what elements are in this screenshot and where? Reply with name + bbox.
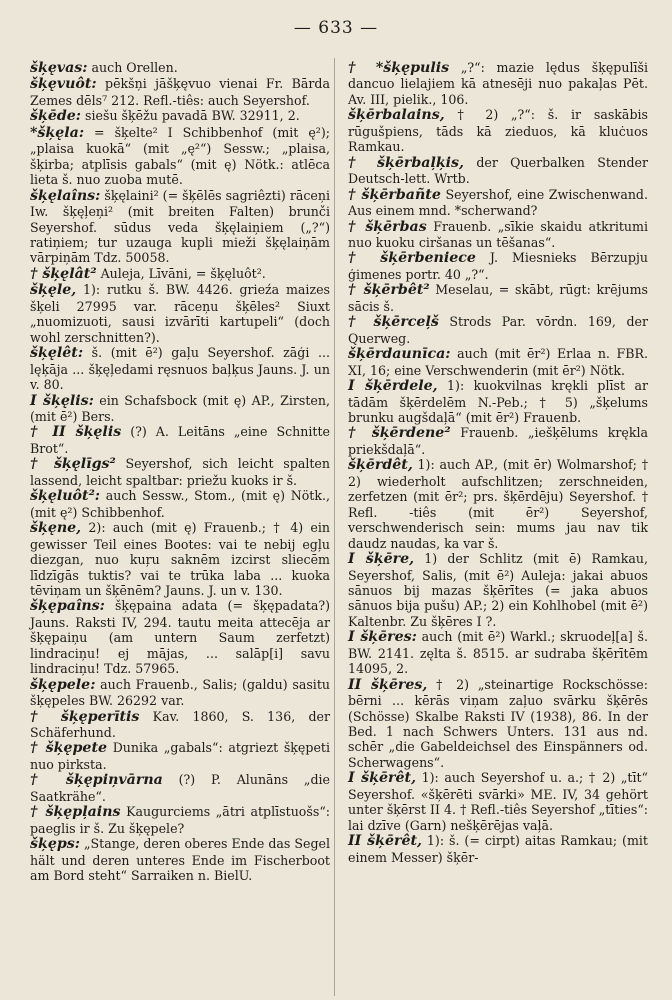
entry-headword: šķęlêt: (30, 345, 84, 362)
entry-text: Dunika „gabals“: atgriezt šķępeti nuo pirksta. (30, 740, 330, 772)
entry-headword: † šķērbañte (348, 186, 441, 203)
entry-headword: II šķērêt, (348, 833, 422, 850)
dictionary-entry (348, 378, 648, 425)
entry-text: (?) A. Leitāns „eine Schnitte Brot“. (30, 424, 330, 456)
entry-headword: † šķępete (30, 740, 108, 757)
entry-headword: šķęlaîns: (30, 187, 101, 204)
dictionary-entry (348, 187, 648, 219)
dictionary-entry (30, 108, 330, 124)
entry-headword: šķępaîns: (30, 598, 105, 615)
entry-text: šķęlaini² (= šķēlēs sagriêzti) rāceņi Iw. šķęļeņi² (mit breiten Falten) brunči Seyershof. sūdus veda šķęlaiņiem („?“) ratiņiem; tur uzauga kupli mieži šķęlaiņām vārpiņām Tdz. 50058. (30, 187, 330, 266)
entry-headword: *šķęla: (30, 124, 85, 141)
entry-headword: I šķēres: (348, 629, 417, 646)
entry-text: = šķelte² I Schibbenhof (mit ę²); „plaisa kuokā“ (mit „ę²“) Sessw.; „plaisa, šķirba; atplīsis gabals“ (mit ę) Nötk.: atlēca lieta š. nuo zuoba mutē. (30, 124, 330, 188)
dictionary-entry (348, 60, 648, 107)
entry-text: 2): auch (mit ę) Frauenb.; † 4) ein gewisser Teil eines Bootes: vai te nebij egļu diezgan, nuo kuŗu saknēm izcirst sliecēm līdzīgās tuktis? vai te trūka laba ... kuoka tēviņam un šķēnēm? Jauns. J. un v. 130. (30, 520, 330, 598)
dictionary-entry (348, 833, 648, 865)
entry-text: 1) der Schlitz (mit ē) Ramkau, Seyershof, Salis, (mit ē²) Auleja: jakai abuos sānuos bij mazas šķērītes (= jaka abuos sānuos bija pušu) AP.; 2) ein Kohlhobel (mit ē²) Kaltenbr. Zu šķēres I ?. (348, 551, 648, 629)
entry-text: † 2) „?“: š. ir saskābis rūgušpiens, tāds kā zieduos, kā kluċuos Ramkau. (348, 107, 648, 155)
dictionary-entry (30, 424, 330, 456)
entry-text: Auleja, Līvāni, = šķęluôt². (96, 265, 266, 281)
entry-headword: šķępele: (30, 676, 96, 693)
dictionary-entry (348, 425, 648, 457)
entry-headword: šķęle, (30, 282, 77, 299)
entry-text: siešu šķēžu pavadā BW. 32911, 2. (81, 108, 300, 124)
entry-text: 1): š. (= cirpt) aitas Ramkau; (mit einem Messer) šķēr- (348, 833, 648, 865)
dictionary-entry (30, 266, 330, 282)
entry-text: šķępaina adata (= šķępadata?) Jauns. Raksti IV, 294. tautu meita attecēja ar šķępaiņu (am untern Saum zerfetzt) lindraciņu! ej mājas, ... salāp[i] savu lindraciņu! Tdz. 57965. (30, 598, 330, 677)
entry-text: † 2) „steinartige Rockschösse: bērni ... kērās viņam zaļuo svārku šķērēs (Schösse) Skalbe Raksti IV (1938), 86. In der Bed. 1 nach Schwers Unters. 131 aus nd. schēr „die Gabeldeichsel des Einspänners od. Scherwagens“. (348, 676, 649, 770)
entry-headword: † šķęlīgs² (30, 456, 116, 473)
dictionary-entry (30, 76, 330, 108)
dictionary-entry (30, 456, 330, 488)
entry-text: auch Sessw., Stom., (mit ę) Nötk., (mit ę²) Schibbenhof. (30, 488, 330, 520)
entry-headword: † šķęlât² (30, 265, 97, 282)
entry-headword: † šķērceļš (348, 314, 439, 331)
entry-headword: † šķērdene² (348, 425, 451, 442)
dictionary-entry (348, 770, 648, 833)
entry-headword: † šķērbeniece (348, 250, 476, 267)
entry-text: š. (mit ē²) gaļu Seyershof. zāģi ... lęķāja ... šķęļedami ręsnuos baļķus Jauns. J. un v. 80. (30, 345, 330, 393)
left-column (30, 60, 330, 884)
dictionary-entry (348, 346, 648, 378)
dictionary-entry (348, 677, 648, 771)
entry-text: Kaugurciems „ātri atplīstuošs“: paeglis ir š. Zu šķępele? (30, 804, 330, 836)
entry-headword: šķērdêt, (348, 457, 413, 474)
entry-text: „?“: mazie lędus šķępulīši dancuo lielajiem kā atnesēji nuo pakaļas Pēt. Av. III, pielik., 106. (348, 60, 648, 107)
entry-headword: † šķērbas (348, 218, 427, 235)
dictionary-entry (30, 677, 330, 709)
entry-headword: † šķępļains (30, 804, 121, 821)
entry-text: Frauenb. „sīkie skaidu atkritumi nuo kuoku ciršanas un tēšanas“. (348, 218, 649, 250)
dictionary-entry (30, 772, 330, 804)
entry-headword: šķęvas: (30, 60, 88, 76)
right-column (348, 60, 648, 865)
dictionary-entry (348, 457, 648, 551)
dictionary-entry (30, 188, 330, 266)
entry-text: auch (mit ē²) Warkl.; skruodeļ[a] š. BW. 2141. zęlta š. 8515. ar sudraba šķērītēm 14095, 2. (348, 629, 648, 677)
entry-text: Strods Par. vōrdn. 169, der Querweg. (348, 314, 648, 346)
entry-text: Seyershof, sich leicht spalten lassend, leicht spaltbar: priežu kuoks ir š. (30, 456, 330, 488)
entry-headword: šķērdaunīca: (348, 346, 451, 363)
entry-headword: † šķępiņvārna (30, 772, 163, 789)
entry-headword: šķęvuôt: (30, 76, 97, 93)
dictionary-entry (30, 488, 330, 520)
entry-headword: šķērbalains, (348, 107, 445, 124)
dictionary-entry (30, 520, 330, 598)
entry-text: 1): auch Seyershof u. a.; † 2) „tīt“ Seyershof. «šķērēti svārki» ME. IV, 34 gehört unter šķērst II 4. † Refl.-tiês Seyershof „tīties“: lai dzīve (Garn) nešķērējas vaļā. (348, 770, 648, 833)
dictionary-entry (348, 219, 648, 251)
dictionary-entry (348, 629, 648, 676)
entry-headword: II šķēres, (348, 676, 428, 693)
entry-text: 1): kuokvilnas krękli plīst ar tādām šķērdelēm N.-Peb.; † 5) „šķelums brunku augšdaļā“ (mit ēr²) Frauenb. (348, 378, 648, 425)
page-number: — 633 — (293, 18, 379, 38)
entry-headword: šķęps: (30, 836, 80, 853)
entry-text: Meselau, = skābt, rūgt: krējums sācis š. (348, 282, 648, 314)
entry-text: auch Orellen. (87, 60, 178, 75)
entry-text: 1): auch AP., (mit ēr) Wolmarshof; † 2) wiederholt aufschlitzen; zerschneiden, zerfetzen (mit ēr²; prs. šķērdēju) Seyershof. † Refl. -tiês (mit ēr²) Seyershof, verschwenderisch sein: mums jau nav tik daudz naudas, ka var š. (348, 457, 648, 551)
dictionary-entry (30, 60, 330, 76)
entry-headword: I šķęlis: (30, 392, 94, 409)
entry-headword: I šķērdele, (348, 378, 438, 395)
entry-headword: † šķērbaļķis, (348, 154, 464, 171)
entry-text: auch Frauenb., Salis; (galdu) sasitu šķępeles BW. 26292 var. (30, 676, 330, 709)
column-divider (334, 58, 335, 996)
entry-headword: † II šķęlis (30, 424, 122, 441)
entry-text: Seyershof, eine Zwischenwand. Aus einem mnd. *scherwand? (348, 186, 648, 219)
dictionary-entry (348, 314, 648, 346)
dictionary-entry (30, 804, 330, 836)
dictionary-entry (30, 836, 330, 883)
dictionary-entry (30, 598, 330, 676)
dictionary-entry (348, 155, 648, 187)
entry-headword: I šķērêt, (348, 770, 417, 787)
entry-headword: šķęne, (30, 520, 82, 537)
entry-text: ein Schafsbock (mit ę) AP., Zirsten, (mit ē²) Bers. (30, 392, 330, 424)
entry-text: 1): rutku š. BW. 4426. grieźa maizes šķeli 27995 var. rāceņu šķēles² Siuxt „nuomizuoti, sausi izvārīti kartupeli“ (doch wohl zerschnitten?). (30, 282, 330, 345)
dictionary-entry (30, 709, 330, 741)
dictionary-entry (348, 282, 648, 314)
dictionary-entry (348, 551, 648, 629)
dictionary-entry (348, 107, 648, 154)
dictionary-entry (30, 125, 330, 188)
entry-text: auch (mit ēr²) Erlaa n. FBR. XI, 16; eine Verschwenderin (mit ēr²) Nötk. (348, 346, 648, 378)
dictionary-entry (30, 393, 330, 425)
dictionary-entry (30, 345, 330, 392)
entry-headword: † *šķępulis (348, 60, 450, 76)
entry-text: der Querbalken Stender Deutsch-lett. Wrtb. (348, 154, 648, 187)
dictionary-entry (30, 282, 330, 345)
entry-text: Frauenb. „iešķēlums krękla priekšdaļā“. (348, 425, 648, 457)
dictionary-entry (30, 740, 330, 772)
entry-text: J. Miesnieks Bērzupju ģimenes portr. 40 „?“. (348, 250, 648, 282)
dictionary-entry (348, 250, 648, 282)
entry-headword: šķēde: (30, 108, 82, 125)
entry-headword: † šķērbêt² (348, 282, 430, 299)
entry-text: „Stange, deren oberes Ende das Segel hält und deren unteres Ende im Fischerboot am Bord steht“ Sarraiken n. BielU. (30, 836, 330, 884)
entry-text: (?) P. Alunāns „die Saatkrähe“. (30, 772, 330, 804)
entry-headword: † šķęperītis (30, 708, 140, 725)
entry-text: Kav. 1860, S. 136, der Schäferhund. (30, 708, 330, 741)
entry-headword: šķęluôt²: (30, 488, 101, 505)
entry-headword: I šķēre, (348, 551, 415, 568)
entry-text: pēkšņi jāšķęvuo vienai Fr. Bārda Zemes dēls⁷ 212. Refl.-tiês: auch Seyershof. (30, 76, 330, 108)
